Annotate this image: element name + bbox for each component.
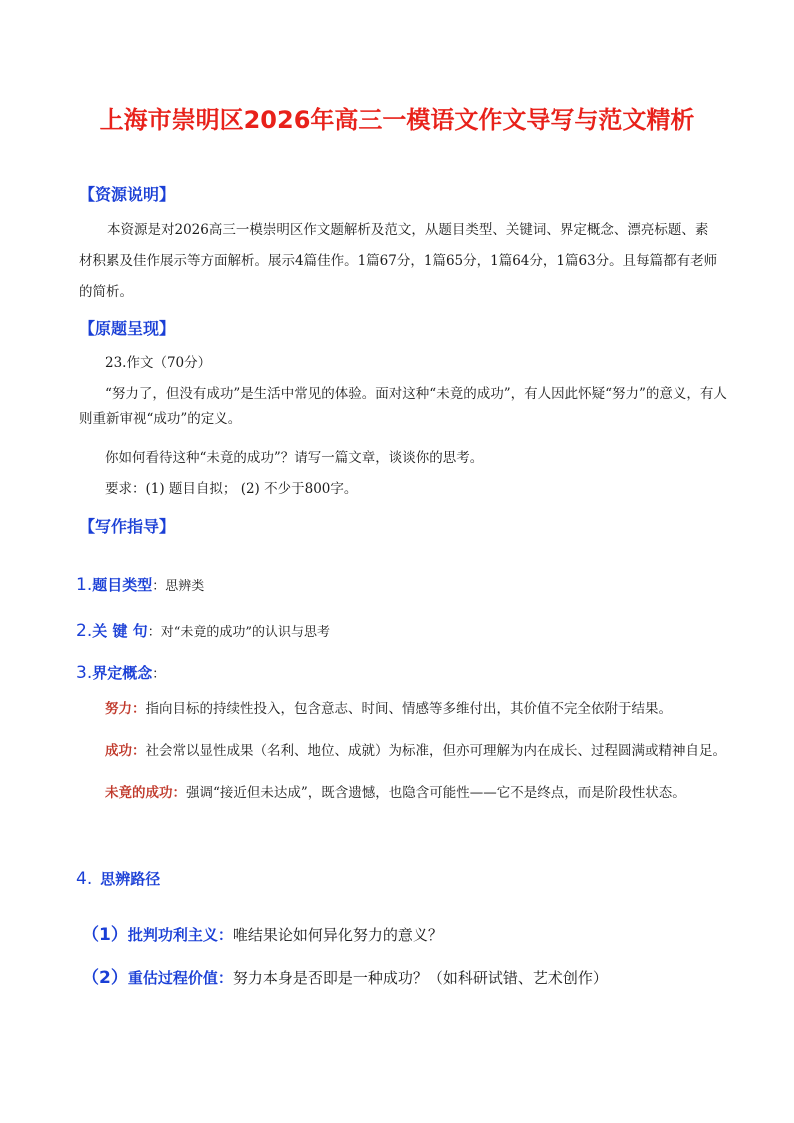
path-item-2 (82, 963, 608, 988)
path-item-1 (82, 920, 443, 945)
item-number: 3. (76, 663, 93, 683)
definition-text: 强调“接近但未达成”，既含遗憾，也隐含可能性——它不是终点，而是阶段性状态。 (186, 785, 686, 801)
definition-success (79, 740, 729, 762)
path-label: 重估过程价值： (127, 969, 233, 987)
section-guide-heading: 【写作指导】 (79, 517, 176, 536)
path-value: 努力本身是否即是一种成功？（如科研试错、艺术创作） (232, 969, 608, 987)
question-requirement: 要求：(1) 题目自拟； (2) 不少于800字。 (105, 481, 358, 497)
definition-term: 努力： (105, 701, 146, 717)
definition-term: 未竟的成功： (105, 785, 186, 801)
item-label: 题目类型 (92, 576, 153, 594)
path-value: 唯结果论如何异化努力的意义？ (232, 926, 443, 944)
question-paragraph-2: 你如何看待这种“未竟的成功”？请写一篇文章，谈谈你的思考。 (105, 450, 484, 466)
guide-item-keysentence (76, 620, 330, 641)
page-title: 上海市崇明区2026年高三一模语文作文导写与范文精析 (99, 106, 695, 134)
section-resource-heading: 【资源说明】 (79, 185, 176, 204)
guide-item-concepts (76, 662, 165, 683)
item-value: ：对“未竟的成功”的认识与思考 (147, 625, 330, 640)
item-value: ： (152, 667, 166, 682)
item-number: 4. (76, 869, 93, 889)
definition-text: 社会常以显性成果（名利、地位、成就）为标准，但亦可理解为内在成长、过程圆满或精神自足。 (145, 743, 726, 759)
item-label: 关 键 句 (92, 622, 148, 640)
question-number: 23.作文（70分） (105, 355, 212, 371)
guide-item-paths (76, 868, 160, 889)
path-number: （1） (82, 925, 128, 945)
path-number: （2） (82, 968, 128, 988)
section-original-heading: 【原题呈现】 (79, 319, 176, 338)
item-number: 1. (76, 575, 93, 595)
definition-term: 成功： (105, 743, 146, 759)
item-number: 2. (76, 621, 93, 641)
resource-paragraph: 本资源是对2026高三一模崇明区作文题解析及范文，从题目类型、关键词、界定概念、漂亮标题、素材积累及佳作展示等方面解析。展示4篇佳作。1篇67分，1篇65分，1篇64分，1篇63分。且每篇都有老师的简析。 (79, 222, 718, 300)
question-paragraph-1: “努力了，但没有成功”是生活中常见的体验。面对这种“未竟的成功”，有人因此怀疑“努力”的意义，有人则重新审视“成功”的定义。 (79, 386, 727, 427)
item-label: 界定概念 (92, 664, 153, 682)
definition-effort (79, 698, 729, 720)
item-value: ：思辨类 (152, 579, 205, 594)
definition-text: 指向目标的持续性投入，包含意志、时间、情感等多维付出，其价值不完全依附于结果。 (145, 701, 672, 717)
item-label: 思辨路径 (100, 870, 161, 888)
definition-unfinished-success (79, 782, 729, 804)
guide-item-type (76, 574, 204, 595)
path-label: 批判功利主义： (127, 926, 233, 944)
